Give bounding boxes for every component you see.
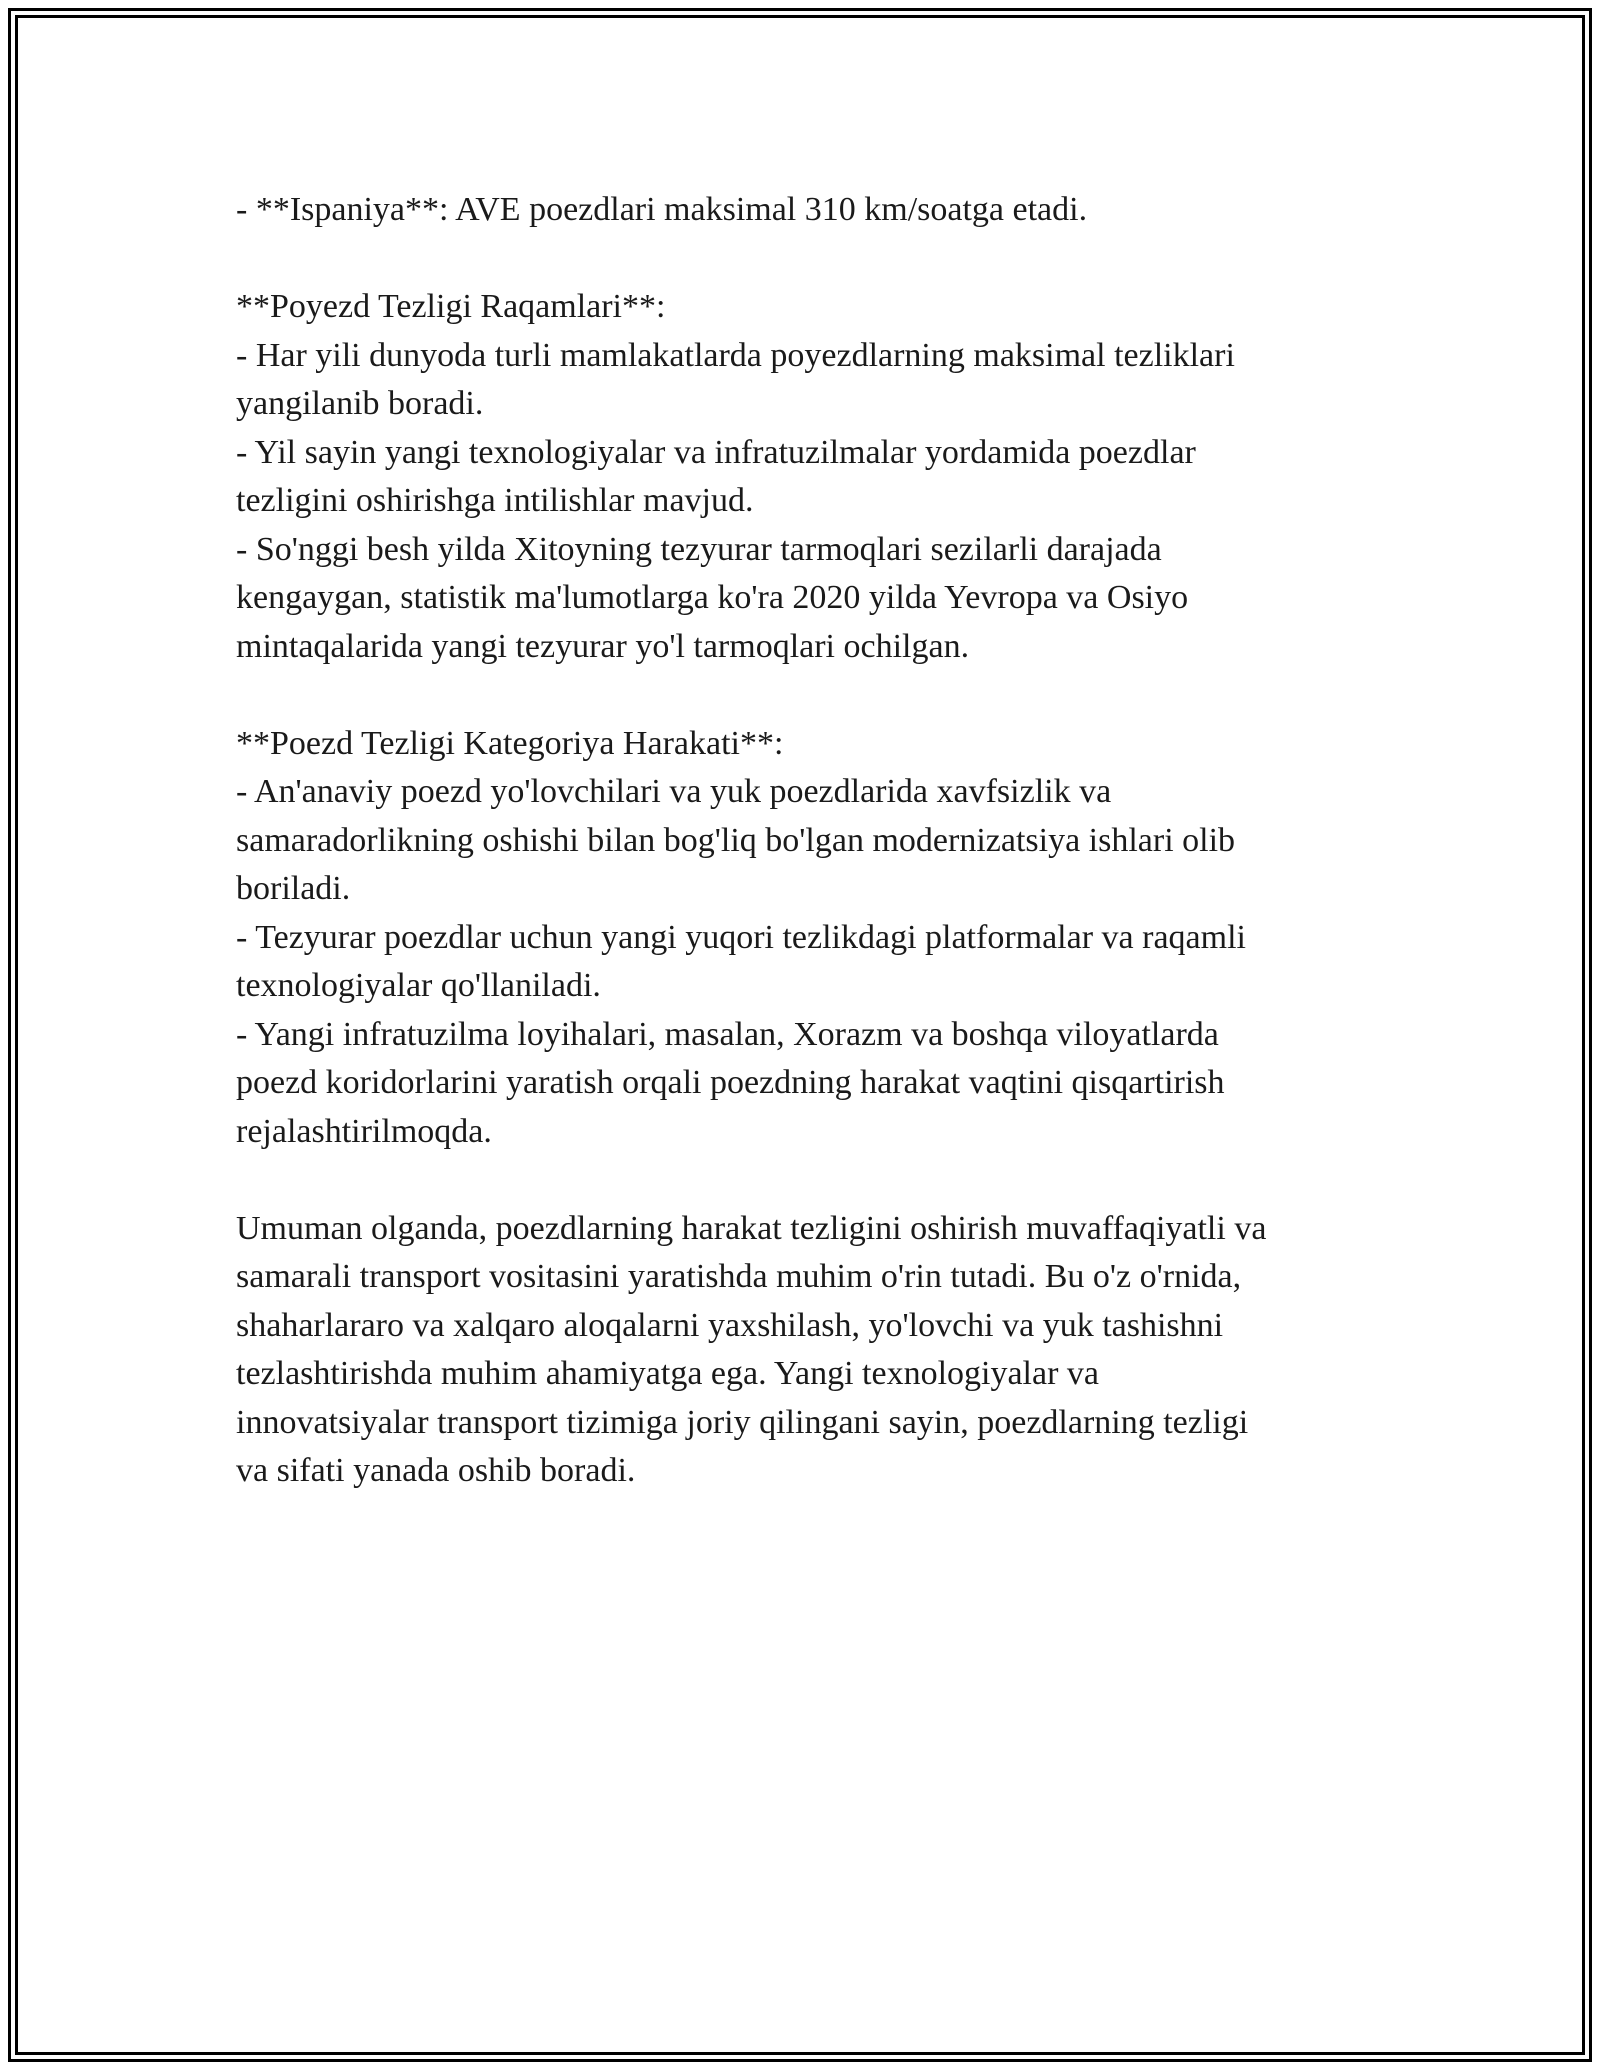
section-heading-speed-figures: **Poyezd Tezligi Raqamlari**: xyxy=(236,288,666,325)
section1-line: - So'nggi besh yilda Xitoyning tezyurar tarmoqlari sezilarli darajada xyxy=(236,530,1162,568)
document-body xyxy=(236,186,1396,1496)
section1-line: - Yil sayin yangi texnologiyalar va infratuzilmalar yordamida poezdlar xyxy=(236,433,1196,471)
conclusion-line: innovatsiyalar transport tizimiga joriy qilingani sayin, poezdlarning tezligi xyxy=(236,1403,1249,1441)
section2-line: - An'anaviy poezd yo'lovchilari va yuk poezdlarida xavfsizlik va xyxy=(236,773,1112,810)
section1-line: - Har yili dunyoda turli mamlakatlarda poyezdlarning maksimal tezliklari xyxy=(236,336,1235,374)
conclusion-line: Umuman olganda, poezdlarning harakat tezligini oshirish muvaffaqiyatli va xyxy=(236,1209,1267,1247)
section2-line: poezd koridorlarini yaratish orqali poezdning harakat vaqtini qisqartirish xyxy=(236,1064,1225,1101)
section2-line: - Tezyurar poezdlar uchun yangi yuqori tezlikdagi platformalar va raqamli xyxy=(236,918,1246,956)
section2-line: texnologiyalar qo'llaniladi. xyxy=(236,967,601,1004)
section1-line: yangilanib boradi. xyxy=(236,385,484,422)
section2-line: samaradorlikning oshishi bilan bog'liq bo'lgan modernizatsiya ishlari olib xyxy=(236,821,1236,859)
paragraph-gap xyxy=(236,235,1396,284)
paragraph-gap xyxy=(236,1156,1396,1205)
section1-line: tezligini oshirishga intilishlar mavjud. xyxy=(236,482,754,519)
conclusion-line: tezlashtirishda muhim ahamiyatga ega. Yangi texnologiyalar va xyxy=(236,1355,1099,1392)
section2-line: - Yangi infratuzilma loyihalari, masalan, Xorazm va boshqa viloyatlarda xyxy=(236,1015,1219,1053)
paragraph-gap xyxy=(236,671,1396,720)
section2-line: rejalashtirilmoqda. xyxy=(236,1112,492,1150)
conclusion-line: va sifati yanada oshib boradi. xyxy=(236,1452,636,1489)
section-heading-speed-category: **Poezd Tezligi Kategoriya Harakati**: xyxy=(236,724,784,762)
conclusion-line: shaharlararo va xalqaro aloqalarni yaxshilash, yo'lovchi va yuk tashishni xyxy=(236,1306,1224,1344)
conclusion-line: samarali transport vositasini yaratishda muhim o'rin tutadi. Bu o'z o'rnida, xyxy=(236,1258,1242,1295)
intro-line: - **Ispaniya**: AVE poezdlari maksimal 310 km/soatga etadi. xyxy=(236,191,1088,228)
section2-line: boriladi. xyxy=(236,870,351,907)
section1-line: kengaygan, statistik ma'lumotlarga ko'ra 2020 yilda Yevropa va Osiyo xyxy=(236,579,1189,616)
section1-line: mintaqalarida yangi tezyurar yo'l tarmoqlari ochilgan. xyxy=(236,627,970,665)
